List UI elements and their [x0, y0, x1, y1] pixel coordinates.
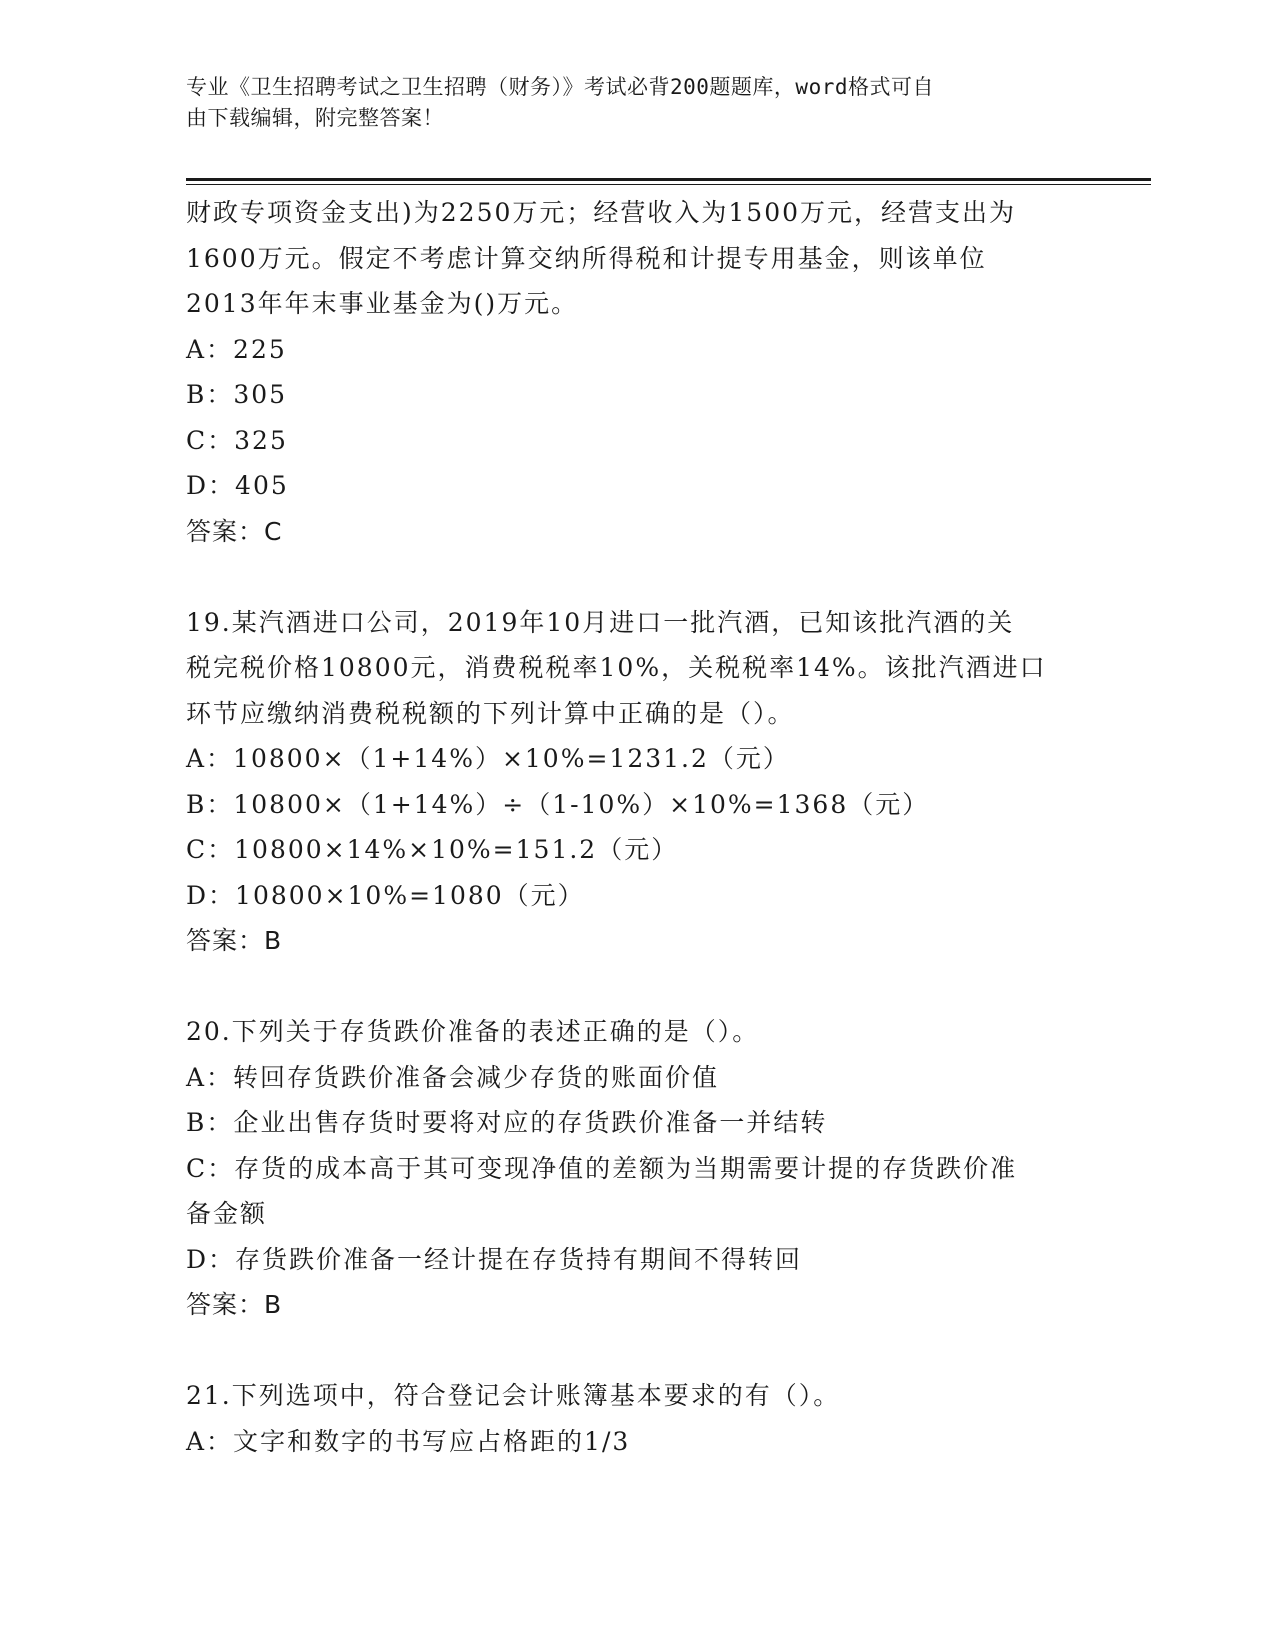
question-stem-line: 19.某汽酒进口公司，2019年10月进口一批汽酒，已知该批汽酒的关 — [186, 607, 1015, 637]
header-divider-thin — [186, 184, 1151, 185]
question-19 — [186, 600, 1086, 964]
question-list — [186, 190, 1086, 1464]
option-b: B：10800×（1+14%）÷（1-10%）×10%=1368（元） — [186, 789, 930, 819]
option-a: A：10800×（1+14%）×10%=1231.2（元） — [186, 744, 790, 773]
header-line-2: 由下载编辑，附完整答案！ — [186, 106, 444, 130]
option-a: A：文字和数字的书写应占格距的1/3 — [186, 1426, 631, 1456]
document-header — [186, 72, 1076, 134]
question-spacer — [186, 554, 1086, 600]
option-c-continued: 备金额 — [186, 1199, 268, 1228]
option-d: D：405 — [186, 471, 289, 500]
answer-line: 答案：B — [186, 1290, 283, 1319]
question-20 — [186, 1009, 1086, 1328]
option-b: B：305 — [186, 380, 288, 409]
question-18 — [186, 190, 1086, 554]
question-spacer — [186, 964, 1086, 1010]
answer-line: 答案：C — [186, 516, 283, 546]
question-stem-line: 财政专项资金支出)为2250万元；经营收入为1500万元，经营支出为 — [186, 198, 1017, 227]
header-line-1: 专业《卫生招聘考试之卫生招聘（财务）》考试必背200题题库，word格式可自 — [186, 75, 934, 99]
option-b: B：企业出售存货时要将对应的存货跌价准备一并结转 — [186, 1108, 828, 1137]
option-d: D：10800×10%=1080（元） — [186, 880, 585, 910]
question-stem-line: 2013年年末事业基金为()万元。 — [186, 289, 579, 318]
answer-line: 答案：B — [186, 926, 283, 955]
option-c: C：10800×14%×10%=151.2（元） — [186, 835, 679, 864]
option-c: C：存货的成本高于其可变现净值的差额为当期需要计提的存货跌价准 — [186, 1153, 1018, 1183]
header-divider-thick — [186, 178, 1151, 181]
option-c: C：325 — [186, 425, 288, 455]
question-stem-line: 环节应缴纳消费税税额的下列计算中正确的是（）。 — [186, 698, 795, 728]
option-a: A：225 — [186, 334, 287, 364]
question-stem-line: 1600万元。假定不考虑计算交纳所得税和计提专用基金，则该单位 — [186, 243, 987, 273]
question-stem-line: 21.下列选项中，符合登记会计账簿基本要求的有（）。 — [186, 1381, 841, 1410]
question-21 — [186, 1373, 1086, 1464]
question-stem-line: 税完税价格10800元，消费税税率10%，关税税率14%。该批汽酒进口 — [186, 653, 1047, 682]
question-stem-line: 20.下列关于存货跌价准备的表述正确的是（）。 — [186, 1017, 760, 1046]
question-spacer — [186, 1328, 1086, 1374]
option-d: D：存货跌价准备一经计提在存货持有期间不得转回 — [186, 1244, 803, 1274]
option-a: A：转回存货跌价准备会减少存货的账面价值 — [186, 1062, 720, 1092]
